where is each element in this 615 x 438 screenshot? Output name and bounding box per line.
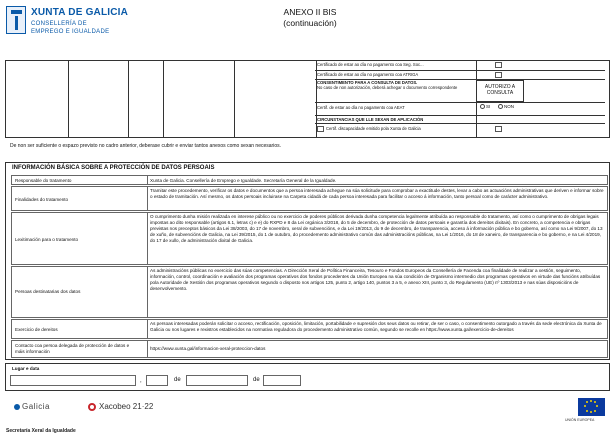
- annex-title: ANEXO II BIS: [283, 7, 337, 17]
- cert-label: Certificado de estar ao día no pagamento coa ATRIGA: [317, 72, 419, 77]
- table-row: [11, 266, 608, 318]
- row-value: As administracións públicas no exercicio das súas competencias. A Dirección Xeral de Política Financeira, Tesouro e Fondos Europeos da Consellería de Facenda coa finalidade de realizar a xestión, seguimento, información, control, coordinación e avaliación dos programas operativos dos fondos procedentes da Unión Europea na súa condición de Organismo intermedio dos programas operativos en virtude das funcións atribuídas pola Autoridade de Xestión dos programas operativos segundo o disposto nos artigos 125, punto 2, artigo 140, puntos 3 a 5, e anexo XIII, punto 3, do Regulamento (UE) nº 1303/2013 e nas súas disposicións de desenvolvemento.: [150, 268, 601, 291]
- eu-label: UNIÓN EUROPEA: [565, 418, 595, 422]
- divider: [147, 187, 148, 210]
- row-label: Exercicio de dereitos: [15, 327, 58, 332]
- radio-no[interactable]: [498, 104, 514, 109]
- table-row: [11, 340, 608, 358]
- divider: [147, 341, 148, 357]
- row-value: https://www.xunta.gal/informacion-xeral-proteccion-datos: [150, 346, 266, 351]
- cert-label: Certif. discapacidade emitido pola Xunta de Galicia: [326, 126, 421, 131]
- consent-title: CONSENTIMENTO PARA A CONSULTA DE DATOS.: [317, 80, 418, 85]
- divider: [147, 267, 148, 317]
- row-value: Tramitar este procedemento, verificar os datos e documentos que a persoa interesada achegue na súa solicitude para comprobar a exactitude destes, levar a cabo as actuacións administrativas que deriven e informar sobre o estado de tramitación. Así mesmo, os datos persoais incluirase na Carpeta cidadá de cada persoa interesada para facilitar o acceso á información, tanto persoal como de carácter administrativo.: [150, 188, 604, 199]
- xunta-logo: [6, 6, 136, 38]
- table-column-divider: [128, 61, 129, 137]
- consent-note: No caso de non autorización, deberá achegar o documento correspondente: [317, 85, 458, 90]
- divider: [315, 102, 605, 103]
- cert-checkbox[interactable]: [495, 62, 502, 68]
- data-protection-info: [5, 162, 610, 360]
- row-label: Contacto coa persoa delegada de protección de datos e máis información: [15, 343, 130, 354]
- galicia-text: Galicia: [22, 402, 50, 411]
- xacobeo-logo: [88, 402, 153, 411]
- year-input[interactable]: [263, 375, 301, 386]
- day-input[interactable]: [146, 375, 168, 386]
- month-input[interactable]: [186, 375, 248, 386]
- divider: [147, 213, 148, 264]
- info-title: INFORMACIÓN BÁSICA SOBRE A PROTECCIÓN DE DATOS PERSOAIS: [12, 165, 215, 171]
- comma-separator: ,: [140, 378, 142, 384]
- org-subtitle-1: CONSELLERÍA DE: [31, 21, 87, 27]
- divider: [315, 123, 605, 124]
- table-column-divider: [234, 61, 235, 137]
- date-connector: de: [253, 377, 260, 383]
- annex-subtitle: (continuación): [283, 18, 337, 28]
- authorize-header: AUTORIZO A CONSULTA: [476, 80, 524, 102]
- divider: [315, 70, 605, 71]
- cert-checkbox[interactable]: [495, 72, 502, 78]
- org-title: XUNTA DE GALICIA: [31, 7, 129, 18]
- xacobeo-mark-icon: [88, 403, 96, 411]
- cert-label: Certif. de estar ao día no pagamento coa AEAT: [317, 105, 405, 110]
- date-connector: de: [174, 377, 181, 383]
- table-row: [11, 212, 608, 265]
- row-label: Persoas destinatarias dos datos: [15, 289, 81, 294]
- place-date-label: Lugar e data: [12, 366, 40, 371]
- row-label: Responsable do tratamento: [15, 178, 72, 183]
- radio-circle-icon[interactable]: [480, 104, 485, 109]
- cert-label: Certificado de estar ao día no pagamento coa Seg. Soc...: [317, 62, 424, 67]
- secretary-footer: Secretaría Xeral da Igualdade: [6, 428, 76, 434]
- cert-checkbox[interactable]: [495, 126, 502, 132]
- row-label: Lexitimación para o tratamento: [15, 237, 79, 242]
- divider: [315, 115, 605, 116]
- place-input[interactable]: [10, 375, 136, 386]
- eu-flag-icon: [578, 398, 605, 416]
- divider: [147, 320, 148, 338]
- row-label: Finalidades do tratamento: [15, 197, 69, 202]
- table-row: [11, 319, 608, 339]
- galicia-mark-icon: [14, 404, 20, 410]
- row-value: O cumprimento dunha misión realizada en interese público ou no exercicio de poderes públicos derivada dunha competencia legalmente atribuída ao responsable do tratamento, así como o cumprimento de obrigas legais impostas ao dito responsable (artigos 6.1, letras c) e e) do RXPD e 8 da Lei orgánica 3/2018, do 5 de decembro, de protección de datos persoais e garantía dos dereitos dixitais). En concreto, a competencia e obrigas previstas nos preceptos básicos da Lei 38/2003, do 17 de novembro, xeral de subvencións, e da Lei 19/2013, do 9 de decembro, de transparencia, acceso á información pública e bo goberno, así como na Lei 9/2007, do 13 de xuño, de subvencións de Galicia, na Lei 39/2015, do 1 de outubro, do procedemento administrativo común das administracións públicas, na Lei 1/2016, do 18 de xaneiro, de transparencia e bo goberno, e na Lei 4/2019, do 17 de xullo, de administración dixital de Galicia.: [150, 214, 603, 243]
- radio-yes[interactable]: [480, 104, 490, 109]
- place-date-section: [5, 363, 610, 391]
- table-row: [11, 175, 608, 185]
- divider: [147, 176, 148, 184]
- xacobeo-text: Xacobeo 21·22: [99, 402, 154, 411]
- radio-yes-label: SI: [486, 104, 491, 109]
- row-value: Xunta de Galicia. Consellería de Emprego e Igualdade. Secretaría General de la Igualdade.: [150, 178, 337, 183]
- radio-circle-icon[interactable]: [498, 104, 503, 109]
- space-note: De non ser suficiente o espazo previsto no cadro anterior, deberase cubrir e enviar tantos anexos como sexan necesarios.: [10, 143, 281, 149]
- radio-no-label: NON: [504, 104, 514, 109]
- table-row: [11, 186, 608, 211]
- xunta-emblem-icon: [6, 6, 26, 34]
- table-column-divider: [68, 61, 69, 137]
- row-value: As persoas interesadas poderán solicitar o acceso, rectificación, oposición, limitación, portabilidade e supresión dos seus datos ou retirar, de ser o caso, o consentimento outorgado a través da sede electrónica da Xunta de Galicia ou nos lugares e rexistros establecidos na normativa reguladora do procedemento administrativo común, segundo se recolle en https://www.xunta.gal/exercicio-de-dereitos: [150, 321, 602, 332]
- galicia-logo: [14, 402, 50, 411]
- org-subtitle-2: EMPREGO E IGUALDADE: [31, 29, 110, 35]
- cert-checkbox[interactable]: [317, 126, 324, 132]
- circumstances-title: CIRCUNSTANCIAS QUE LLE SEXAN DE APLICACIÓN: [317, 117, 424, 122]
- table-column-divider: [163, 61, 164, 137]
